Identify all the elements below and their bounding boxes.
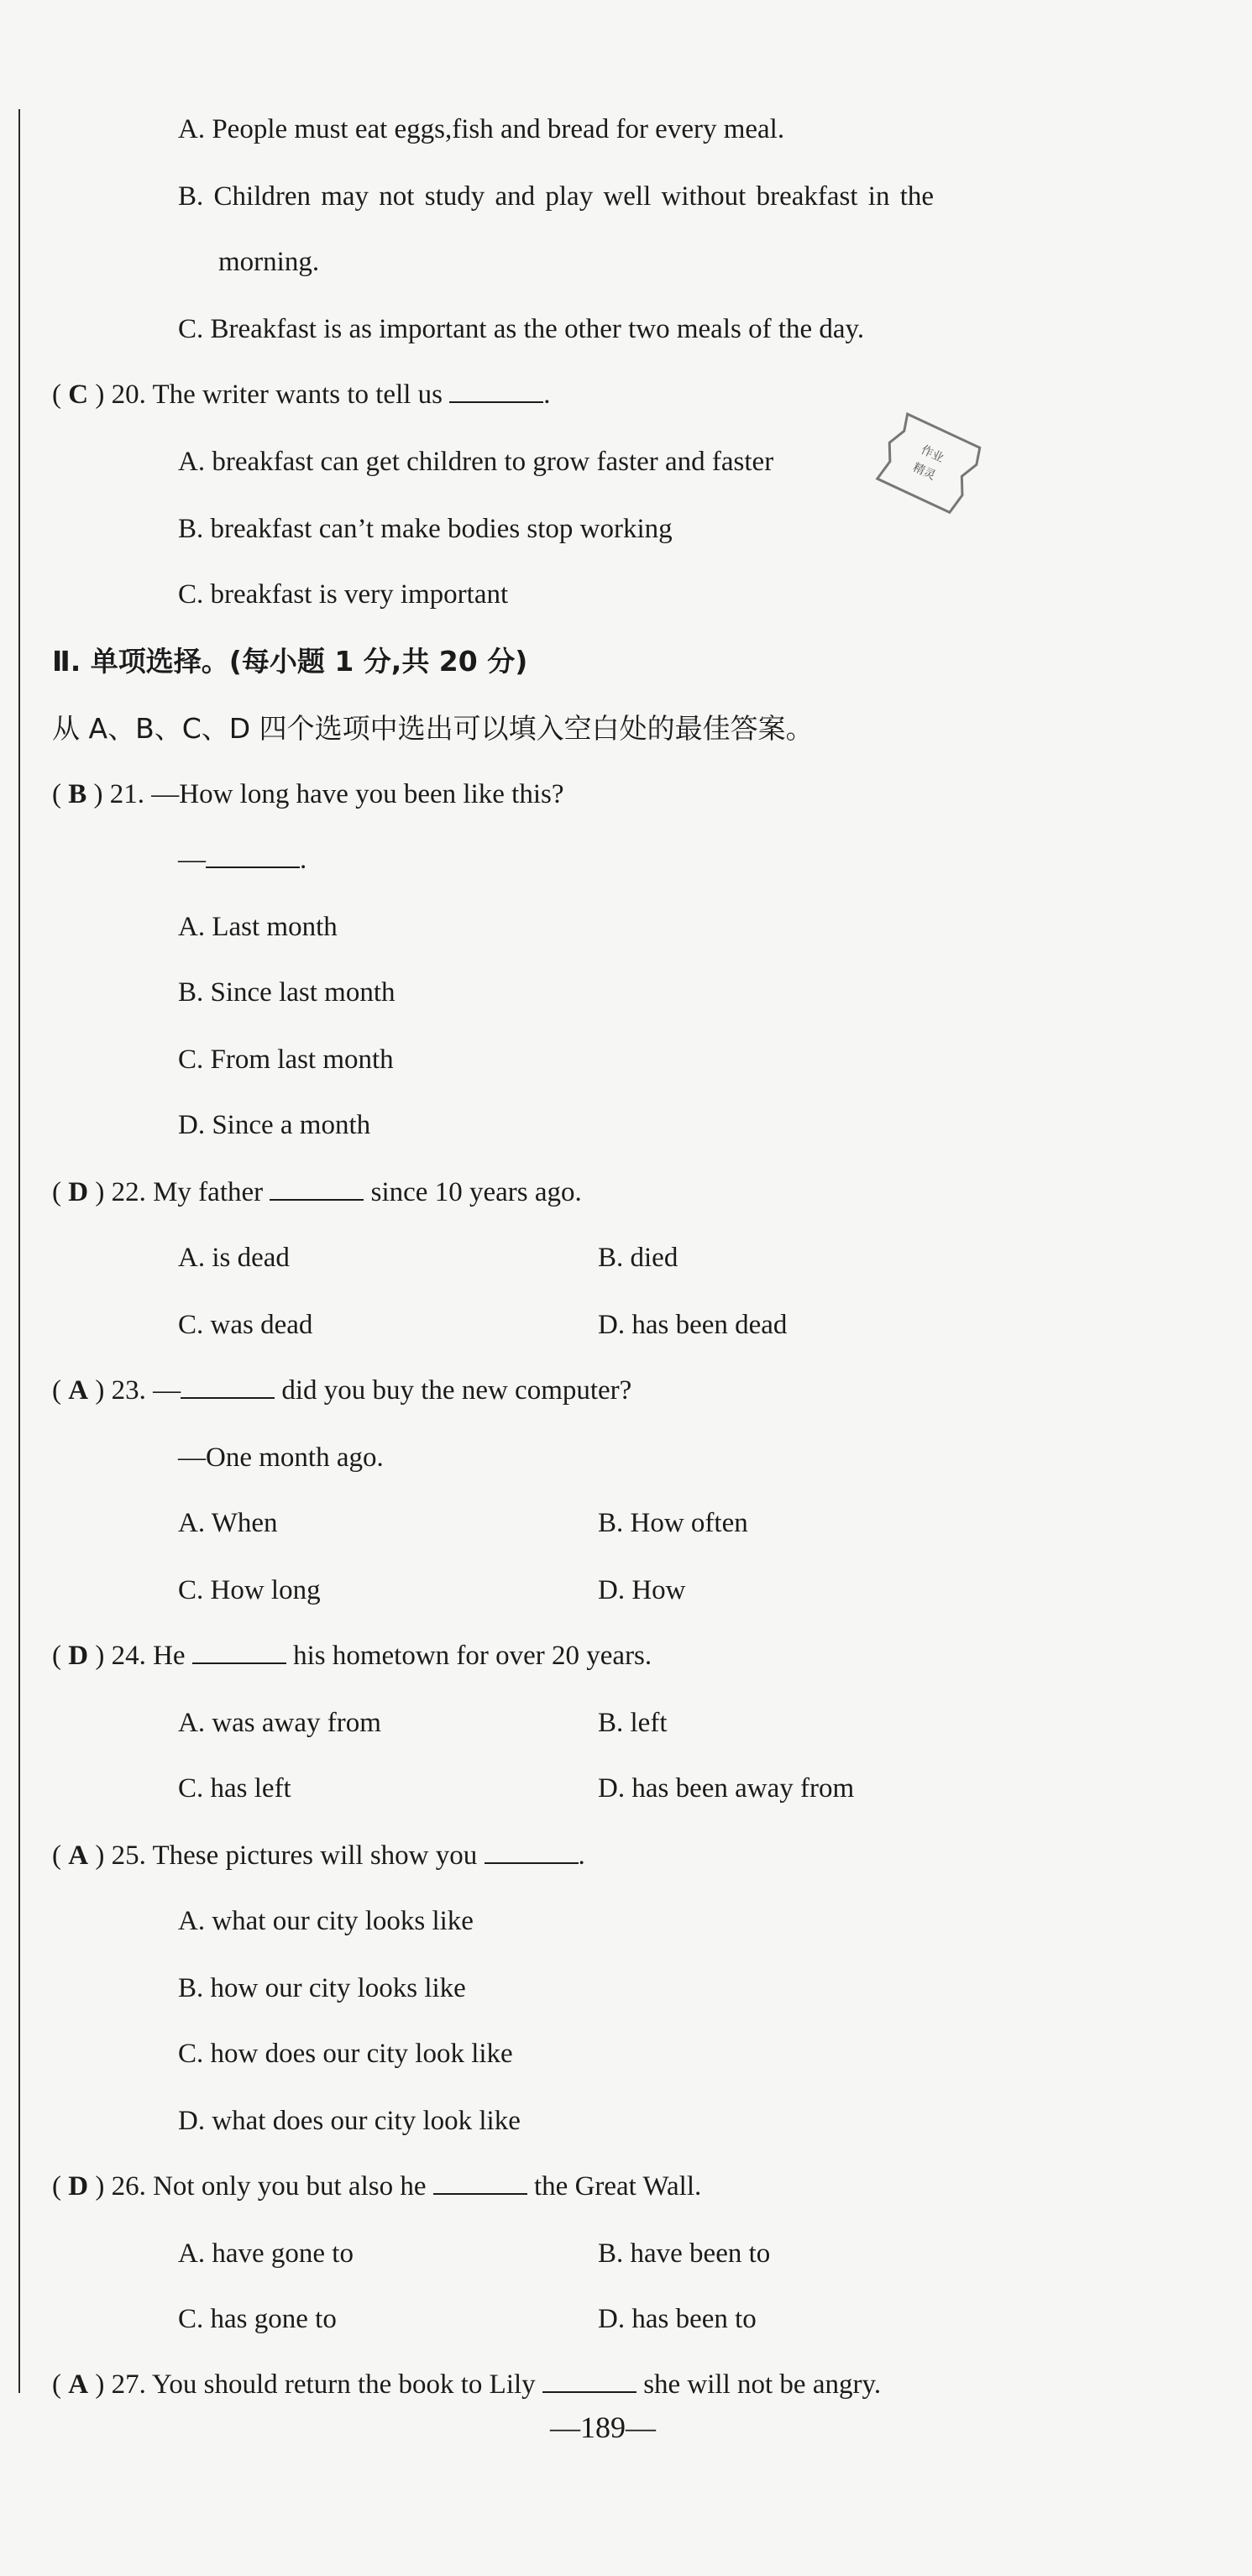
q25-option-c: C. how does our city look like	[178, 2039, 513, 2069]
q20-answer: C	[68, 380, 89, 410]
q23-stem-text: 23. —	[111, 1375, 181, 1406]
q25-blank	[485, 1839, 579, 1864]
q22-answer: D	[68, 1177, 89, 1207]
q26-option-c: C. has gone to	[178, 2304, 337, 2334]
q23-stem-end: did you buy the new computer?	[275, 1375, 632, 1406]
section-title: Ⅱ. 单项选择。(每小题 1 分,共 20 分)	[52, 645, 528, 678]
q22-stem: ( D ) 22. My father since 10 years ago.	[52, 1177, 582, 1207]
margin-line	[18, 109, 20, 2393]
q23-option-d: D. How	[598, 1575, 686, 1605]
q26-answer: D	[68, 2171, 89, 2202]
q26-option-d: D. has been to	[598, 2304, 757, 2334]
q21-stem: ( B ) 21. —How long have you been like this?	[52, 779, 564, 809]
q27-blank	[542, 2368, 636, 2393]
page-number: —189—	[550, 2411, 656, 2444]
q20-stem: ( C ) 20. The writer wants to tell us .	[52, 380, 551, 410]
q19-option-b-line2: morning.	[218, 247, 320, 277]
q25-stem-end: .	[578, 1840, 585, 1871]
svg-text:作业: 作业	[919, 442, 946, 466]
q27-stem-text: 27. You should return the book to Lily	[111, 2369, 542, 2400]
q25-option-a: A. what our city looks like	[178, 1906, 474, 1936]
q21-reply	[178, 843, 306, 877]
q24-option-d: D. has been away from	[598, 1773, 855, 1804]
q20-option-b: B. breakfast can’t make bodies stop working	[178, 514, 673, 544]
q23-stem: ( A ) 23. — did you buy the new computer?	[52, 1375, 632, 1406]
q22-stem-end: since 10 years ago.	[364, 1177, 582, 1207]
q25-answer: A	[68, 1840, 89, 1871]
q23-option-c: C. How long	[178, 1575, 321, 1605]
q26-stem: ( D ) 26. Not only you but also he the Great Wall.	[52, 2171, 702, 2202]
q24-blank	[192, 1639, 286, 1664]
q26-stem-end: the Great Wall.	[526, 2171, 702, 2202]
q24-stem-end: his hometown for over 20 years.	[285, 1641, 652, 1671]
svg-text:精灵: 精灵	[910, 460, 938, 484]
q20-stem-end: .	[543, 380, 551, 410]
q24-option-a: A. was away from	[178, 1708, 381, 1738]
q21-option-d: D. Since a month	[178, 1110, 371, 1140]
q23-reply: —One month ago.	[178, 1442, 384, 1473]
q23-blank	[181, 1374, 275, 1399]
q22-option-d: D. has been dead	[598, 1310, 788, 1340]
stamp-logo	[857, 394, 1003, 539]
q22-stem-text: 22. My father	[111, 1177, 270, 1207]
q26-option-a: A. have gone to	[178, 2238, 354, 2269]
q20-option-c: C. breakfast is very important	[178, 579, 509, 610]
q24-option-b: B. left	[598, 1708, 668, 1738]
q25-option-d: D. what does our city look like	[178, 2106, 521, 2136]
q21-option-b: B. Since last month	[178, 977, 396, 1008]
q19-option-a: A. People must eat eggs,fish and bread for every meal.	[178, 114, 785, 144]
q22-blank	[270, 1175, 364, 1201]
q26-stem-text: 26. Not only you but also he	[111, 2171, 433, 2202]
q24-stem-text: 24. He	[111, 1641, 192, 1671]
q25-option-b: B. how our city looks like	[178, 1973, 466, 2003]
q19-option-c: C. Breakfast is as important as the other two meals of the day.	[178, 314, 865, 344]
q22-option-a: A. is dead	[178, 1243, 290, 1273]
section-instruction: 从 A、B、C、D 四个选项中选出可以填入空白处的最佳答案。	[52, 712, 814, 745]
q27-answer: A	[68, 2369, 89, 2400]
q21-stem-text: 21. —How long have you been like this?	[109, 779, 564, 809]
q27-stem: ( A ) 27. You should return the book to Lily she will not be angry.	[52, 2369, 882, 2400]
q22-option-c: C. was dead	[178, 1310, 313, 1340]
q23-answer: A	[68, 1375, 89, 1406]
q21-option-a: A. Last month	[178, 912, 338, 942]
q23-option-b: B. How often	[598, 1508, 748, 1538]
q21-reply-dash: —	[178, 845, 206, 875]
q24-stem: ( D ) 24. He his hometown for over 20 years.	[52, 1641, 652, 1671]
q24-answer: D	[68, 1641, 89, 1671]
q21-option-c: C. From last month	[178, 1045, 394, 1075]
q20-blank	[449, 378, 543, 403]
q25-stem: ( A ) 25. These pictures will show you .	[52, 1840, 585, 1871]
q20-stem-text: 20. The writer wants to tell us	[111, 380, 450, 410]
q23-option-a: A. When	[178, 1508, 278, 1538]
q25-stem-text: 25. These pictures will show you	[111, 1840, 485, 1871]
q27-stem-end: she will not be angry.	[636, 2369, 882, 2400]
q21-blank	[206, 843, 300, 868]
q24-option-c: C. has left	[178, 1773, 291, 1804]
q21-reply-end: .	[300, 845, 307, 875]
q26-blank	[433, 2170, 527, 2195]
q20-option-a: A. breakfast can get children to grow faster and faster	[178, 447, 774, 477]
q22-option-b: B. died	[598, 1243, 678, 1273]
q26-option-b: B. have been to	[598, 2238, 771, 2269]
q21-answer: B	[68, 779, 87, 809]
q19-option-b-line1: B. Children may not study and play well without breakfast in the	[178, 181, 935, 212]
